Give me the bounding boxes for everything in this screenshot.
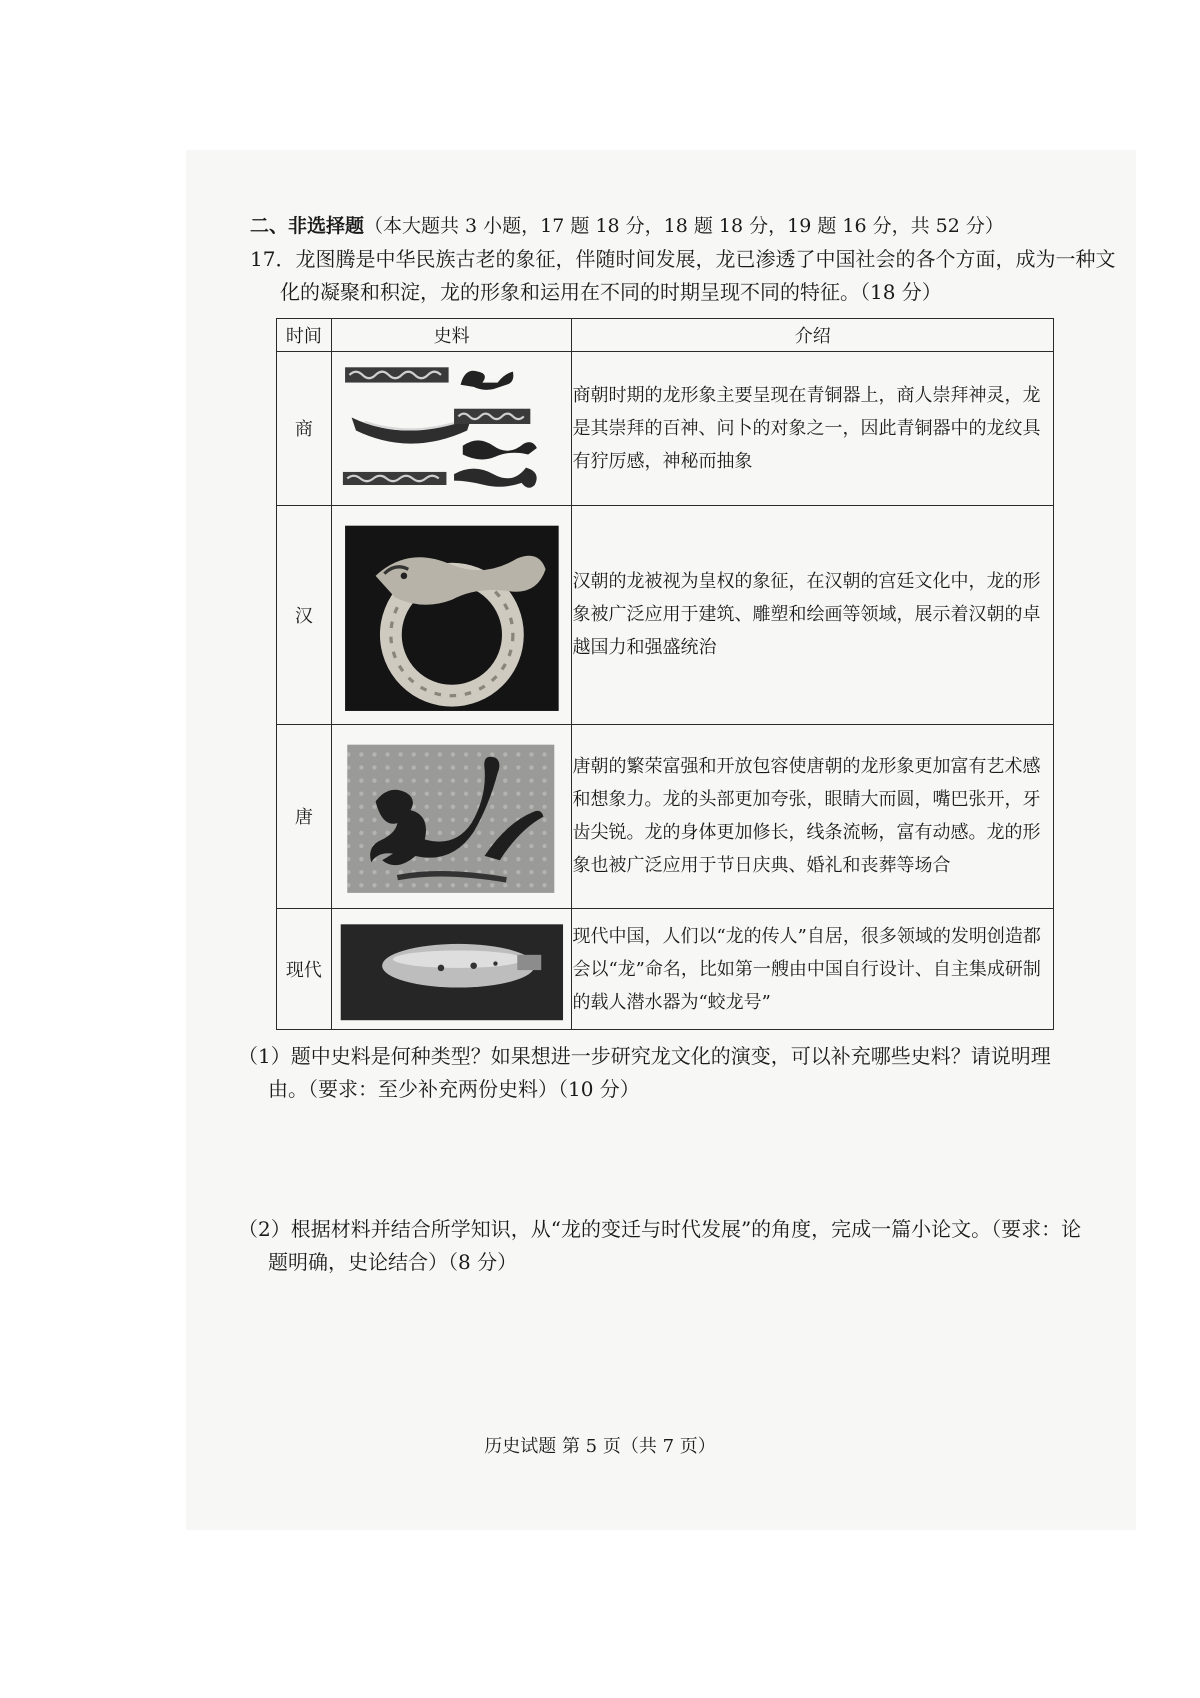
- table-row: [277, 505, 1054, 724]
- era-cell: 唐: [277, 724, 332, 908]
- subquestion-2: [238, 1213, 1138, 1279]
- page-footer: 历史试题 第 5 页（共 7 页）: [484, 1436, 716, 1457]
- introduction-cell: 汉朝的龙被视为皇权的象征，在汉朝的宫廷文化中，龙的形象被广泛应用于建筑、雕塑和绘画等领域，展示着汉朝的卓越国力和强盛统治: [572, 505, 1054, 724]
- section-title: 二、非选择题: [250, 215, 365, 237]
- introduction-cell: 现代中国，人们以“龙的传人”自居，很多领域的发明创造都会以“龙”命名，比如第一艘由中国自行设计、自主集成研制的载人潜水器为“蛟龙号”: [572, 909, 1054, 1030]
- era-cell: 汉: [277, 505, 332, 724]
- question-17-stem: [250, 243, 1150, 309]
- question-17-line-2: 化的凝聚和积淀，龙的形象和运用在不同的时期呈现不同的特征。（18 分）: [280, 280, 942, 304]
- source-cell: [331, 724, 572, 908]
- subquestion-2-line-2: 题明确，史论结合）（8 分）: [268, 1250, 518, 1274]
- table-row: [277, 352, 1054, 506]
- era-cell: 现代: [277, 909, 332, 1030]
- source-cell: [331, 909, 572, 1030]
- introduction-cell: 商朝时期的龙形象主要呈现在青铜器上，商人崇拜神灵，龙是其崇拜的百神、问卜的对象之一，因此青铜器中的龙纹具有狞厉感，神秘而抽象: [572, 352, 1054, 506]
- subquestion-1: [238, 1040, 1138, 1106]
- table-row: [277, 724, 1054, 908]
- section-note: （本大题共 3 小题，17 题 18 分，18 题 18 分，19 题 16 分，共 52 分）: [364, 215, 1004, 237]
- table-row: [277, 909, 1054, 1030]
- question-17-line-1: 17．龙图腾是中华民族古老的象征，伴随时间发展，龙已渗透了中国社会的各个方面，成为一种文: [250, 247, 1116, 271]
- era-cell: 商: [277, 352, 332, 506]
- dragon-history-table: [276, 318, 1054, 1030]
- tang-gold-dragon-image: [332, 725, 572, 908]
- header-time: 时间: [277, 319, 332, 352]
- shang-bronze-pattern-image: [332, 352, 572, 505]
- subquestion-2-line-1: （2）根据材料并结合所学知识，从“龙的变迁与时代发展”的角度，完成一篇小论文。（要求：论: [238, 1217, 1082, 1241]
- introduction-cell: 唐朝的繁荣富强和开放包容使唐朝的龙形象更加富有艺术感和想象力。龙的头部更加夸张，眼睛大而圆，嘴巴张开，牙齿尖锐。龙的身体更加修长，线条流畅，富有动感。龙的形象也被广泛应用于节日庆典、婚礼和丧葬等场合: [572, 724, 1054, 908]
- han-jade-dragon-image: [332, 506, 572, 724]
- jiaolong-submersible-image: [332, 909, 572, 1029]
- source-cell: [331, 352, 572, 506]
- subquestion-1-line-1: （1）题中史料是何种类型？如果想进一步研究龙文化的演变，可以补充哪些史料？请说明理: [238, 1044, 1051, 1068]
- table-header-row: [277, 319, 1054, 352]
- source-cell: [331, 505, 572, 724]
- section-heading: [250, 212, 1150, 240]
- subquestion-1-line-2: 由。（要求：至少补充两份史料）（10 分）: [268, 1077, 640, 1101]
- header-source: 史料: [331, 319, 572, 352]
- header-introduction: 介绍: [572, 319, 1054, 352]
